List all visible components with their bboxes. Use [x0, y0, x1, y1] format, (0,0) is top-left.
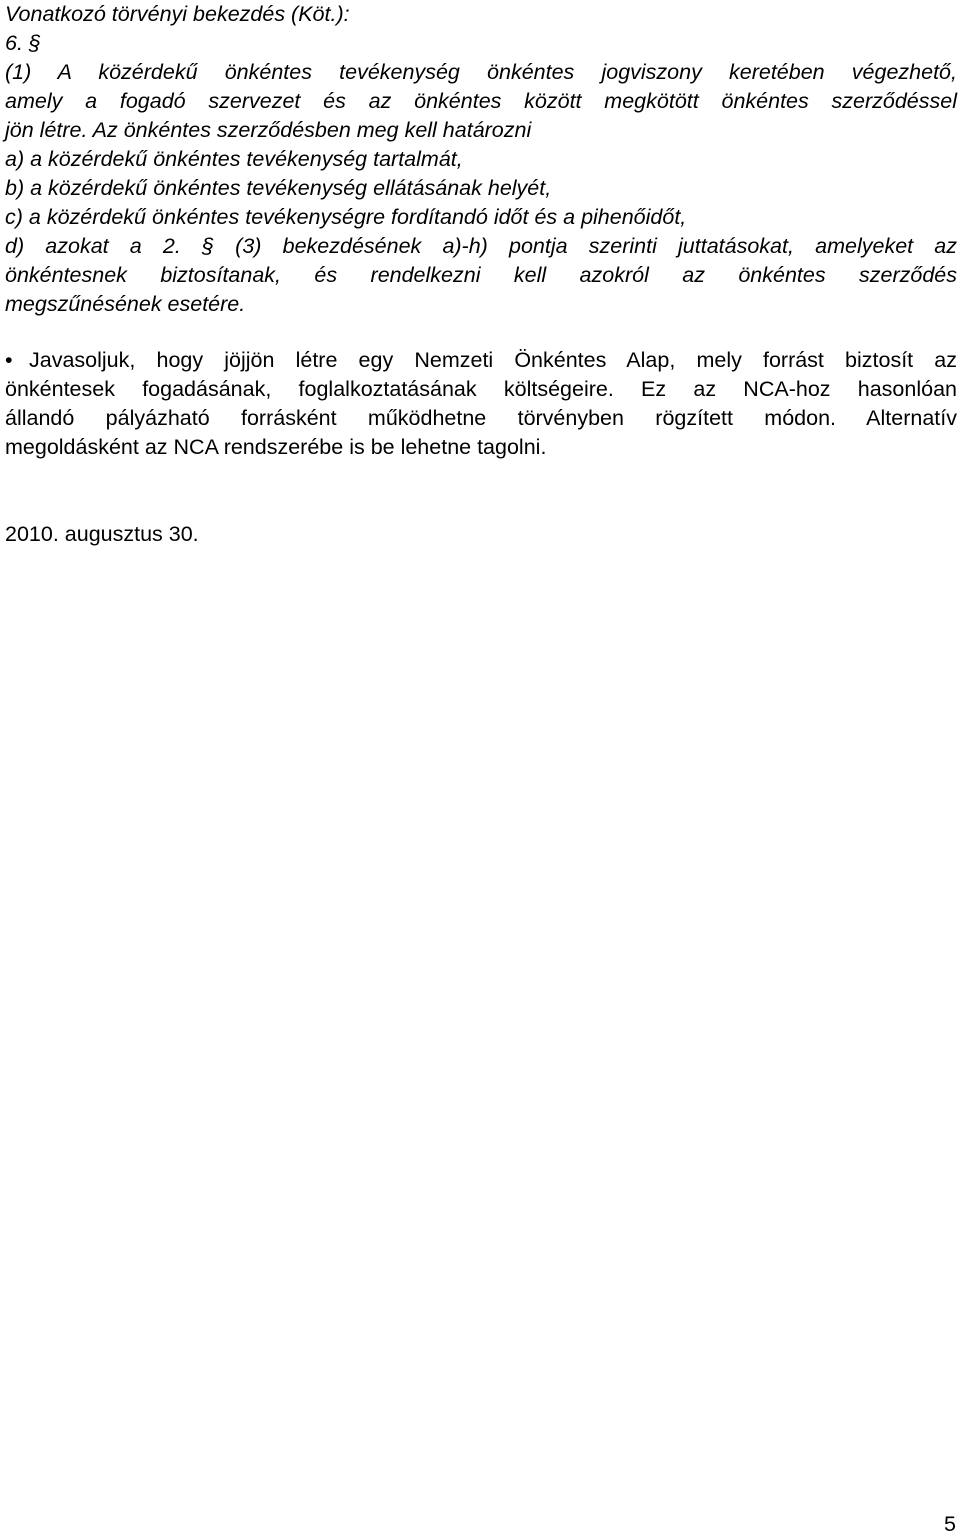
proposal-line: Javasoljuk, hogy jöjjön létre egy Nemzeti Önkéntes Alap, mely forrást biztosít az	[29, 348, 957, 372]
quote-line: a) a közérdekű önkéntes tevékenység tartalmát,	[5, 147, 463, 171]
bullet-icon: •	[5, 348, 13, 372]
quote-line: amely a fogadó szervezet és az önkéntes között megkötött önkéntes szerződéssel	[5, 89, 957, 113]
quote-line: (1) A közérdekű önkéntes tevékenység önkéntes jogviszony keretében végezhető,	[5, 60, 957, 84]
quote-section: 6. §	[5, 31, 41, 55]
proposal-first-line	[5, 346, 957, 375]
page-content	[5, 0, 957, 462]
proposal-line: megoldásként az NCA rendszerébe is be lehetne tagolni.	[5, 435, 547, 459]
quote-line: b) a közérdekű önkéntes tevékenység ellátásának helyét,	[5, 176, 552, 200]
document-date: 2010. augusztus 30.	[5, 522, 199, 546]
quote-line: jön létre. Az önkéntes szerződésben meg kell határozni	[5, 118, 532, 142]
proposal-line: önkéntesek fogadásának, foglalkoztatásának költségeire. Ez az NCA-hoz hasonlóan	[5, 377, 957, 401]
proposal-line: állandó pályázható forrásként működhetne törvényben rögzített módon. Alternatív	[5, 406, 957, 430]
law-quote	[5, 0, 957, 319]
quote-heading: Vonatkozó törvényi bekezdés (Köt.):	[5, 2, 350, 26]
quote-line: megszűnésének esetére.	[5, 292, 246, 316]
proposal-paragraph	[5, 346, 957, 462]
quote-line: d) azokat a 2. § (3) bekezdésének a)-h) pontja szerinti juttatásokat, amelyeket az	[5, 234, 957, 258]
quote-line: önkéntesnek biztosítanak, és rendelkezni kell azokról az önkéntes szerződés	[5, 263, 957, 287]
quote-line: c) a közérdekű önkéntes tevékenységre fordítandó időt és a pihenőidőt,	[5, 205, 687, 229]
page-number: 5	[944, 1512, 956, 1536]
